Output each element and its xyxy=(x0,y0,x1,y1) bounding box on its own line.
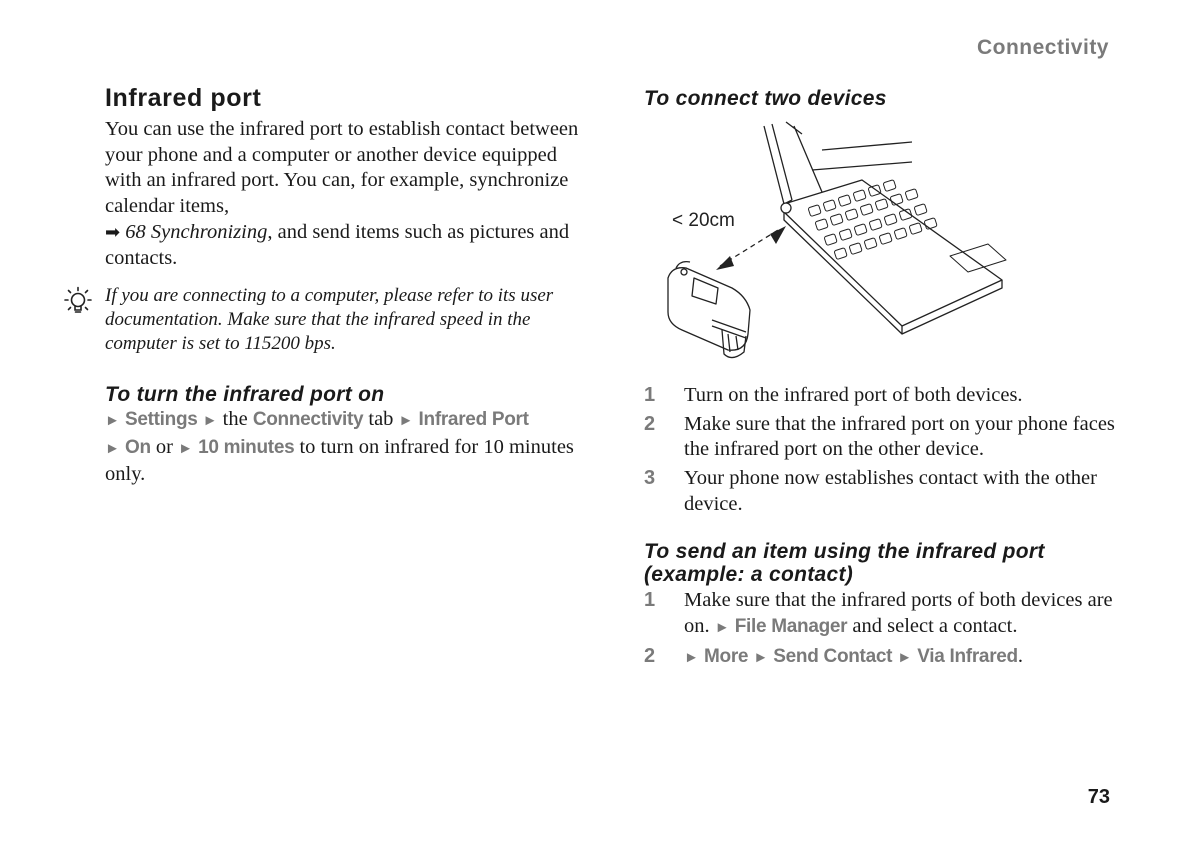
step-text: Make sure that the infrared port on your phone faces the infrared port on the other device. xyxy=(684,412,1115,461)
menu-arrow-icon: ► xyxy=(753,650,769,667)
intro-text-2: , and send items such as pictures and contacts. xyxy=(105,220,570,269)
step-number: 1 xyxy=(644,384,656,406)
page-title: Infrared port xyxy=(105,84,262,112)
menu-via-infrared: Via Infrared xyxy=(917,646,1018,668)
step-text: Make sure that the infrared ports of both devices are on. xyxy=(684,589,1113,637)
menu-on: On xyxy=(124,436,151,458)
menu-file-manager: File Manager xyxy=(734,615,848,637)
step-period: . xyxy=(1017,645,1023,668)
step-text: Turn on the infrared port of both devices. xyxy=(684,384,1023,406)
list-item xyxy=(644,588,1124,641)
step-text: and select a contact. xyxy=(852,614,1018,637)
text-tab: tab xyxy=(368,408,394,430)
menu-send-contact: Send Contact xyxy=(773,646,893,668)
step-number: 3 xyxy=(644,467,656,490)
turn-on-heading: To turn the infrared port on xyxy=(105,383,385,406)
turn-on-instructions xyxy=(105,407,585,488)
menu-10-minutes: 10 minutes xyxy=(198,436,295,458)
menu-arrow-icon: ► xyxy=(105,440,120,457)
step-number: 1 xyxy=(644,589,656,611)
step-number: 2 xyxy=(644,412,656,435)
lightbulb-icon xyxy=(62,286,98,320)
phone-laptop-illustration xyxy=(662,120,1032,370)
menu-arrow-icon: ► xyxy=(202,413,218,429)
send-steps xyxy=(644,588,1124,675)
menu-arrow-icon: ► xyxy=(714,619,730,636)
menu-arrow-icon: ► xyxy=(178,440,193,457)
step-text: Your phone now establishes contact with the other device. xyxy=(684,467,1097,515)
list-item xyxy=(644,466,1124,517)
menu-connectivity: Connectivity xyxy=(252,409,364,430)
menu-settings: Settings xyxy=(124,409,198,430)
connect-steps xyxy=(644,383,1124,521)
list-item xyxy=(644,412,1124,463)
distance-label: < 20cm xyxy=(672,210,735,231)
text-rest: to turn on infrared for 10 minutes only. xyxy=(105,435,574,486)
tip-text: If you are connecting to a computer, please refer to its user documentation. Make sure that the infrared speed in the computer is set to 115200 bps. xyxy=(105,285,554,354)
connect-heading: To connect two devices xyxy=(644,87,887,110)
list-item xyxy=(644,383,1124,409)
menu-arrow-icon: ► xyxy=(897,650,913,667)
text-the: the xyxy=(222,408,248,430)
reference-arrow-icon: ➡ xyxy=(105,221,121,243)
page-number: 73 xyxy=(1087,786,1110,808)
page-reference-link[interactable]: 68 Synchronizing xyxy=(125,220,268,243)
intro-paragraph xyxy=(105,117,585,271)
menu-arrow-icon: ► xyxy=(105,413,120,429)
intro-text-1: You can use the infrared port to establish contact between your phone and a computer or another device equipped with an infrared port. You can, for example, synchronize calendar items, xyxy=(105,118,579,218)
step-number: 2 xyxy=(644,645,656,668)
menu-infrared-port: Infrared Port xyxy=(418,409,529,430)
menu-more: More xyxy=(703,646,749,668)
list-item xyxy=(644,644,1124,672)
text-or: or xyxy=(155,435,173,458)
menu-arrow-icon: ► xyxy=(398,413,414,429)
send-heading: To send an item using the infrared port (example: a contact) xyxy=(644,540,1045,586)
section-title: Connectivity xyxy=(976,36,1109,59)
menu-arrow-icon: ► xyxy=(684,650,699,667)
